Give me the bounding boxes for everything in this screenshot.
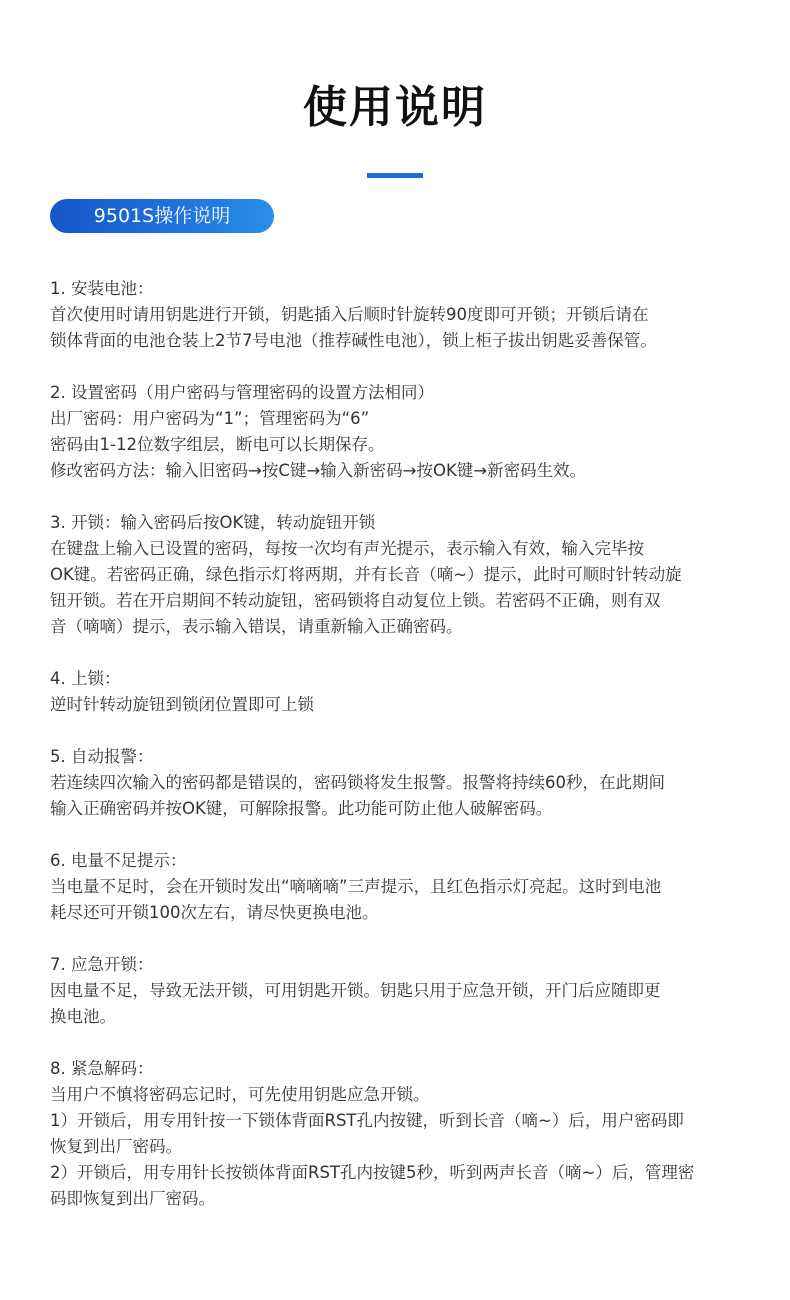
section-auto-alarm	[50, 744, 750, 822]
section-text-line: 修改密码方法：输入旧密码→按C键→输入新密码→按OK键→新密码生效。	[50, 461, 587, 480]
section-text-line: 输入正确密码并按OK键，可解除报警。此功能可防止他人破解密码。	[50, 799, 553, 818]
section-text-line: 当电量不足时，会在开锁时发出“嘀嘀嘀”三声提示，且红色指示灯亮起。这时到电池	[50, 877, 662, 896]
section-text-line: 因电量不足，导致无法开锁，可用钥匙开锁。钥匙只用于应急开锁，开门后应随即更	[50, 981, 661, 1000]
title-underline	[367, 173, 423, 178]
section-emergency-decode	[50, 1056, 750, 1212]
section-heading: 6. 电量不足提示：	[50, 851, 187, 870]
section-text-line: 逆时针转动旋钮到锁闭位置即可上锁	[50, 695, 314, 714]
section-text-line: 码即恢复到出厂密码。	[50, 1189, 215, 1208]
section-heading: 4. 上锁：	[50, 669, 121, 688]
section-text-line: 锁体背面的电池仓装上2节7号电池（推荐碱性电池），锁上柜子拔出钥匙妥善保管。	[50, 331, 657, 350]
section-heading: 1. 安装电池：	[50, 279, 154, 298]
section-text-line: 首次使用时请用钥匙进行开锁，钥匙插入后顺时针旋转90度即可开锁；开锁后请在	[50, 305, 649, 324]
section-heading: 2. 设置密码（用户密码与管理密码的设置方法相同）	[50, 383, 434, 402]
section-text-line: 若连续四次输入的密码都是错误的，密码锁将发生报警。报警将持续60秒，在此期间	[50, 773, 665, 792]
section-text-line: 耗尽还可开锁100次左右，请尽快更换电池。	[50, 903, 379, 922]
instructions-content	[50, 276, 750, 1238]
section-lock	[50, 666, 750, 718]
section-text-line: 在键盘上输入已设置的密码，每按一次均有声光提示，表示输入有效，输入完毕按	[50, 539, 644, 558]
section-text-line: 当用户不慎将密码忘记时，可先使用钥匙应急开锁。	[50, 1085, 430, 1104]
section-install-battery	[50, 276, 750, 354]
section-text-line: 钮开锁。若在开启期间不转动旋钮，密码锁将自动复位上锁。若密码不正确，则有双	[50, 591, 661, 610]
section-text-line: 恢复到出厂密码。	[50, 1137, 182, 1156]
section-text-line: 1）开锁后，用专用针按一下锁体背面RST孔内按键，听到长音（嘀~）后，用户密码即	[50, 1111, 684, 1130]
section-text-line: 2）开锁后，用专用针长按锁体背面RST孔内按键5秒，听到两声长音（嘀~）后，管理密	[50, 1163, 695, 1182]
section-text-line: 密码由1-12位数字组层，断电可以长期保存。	[50, 435, 385, 454]
section-heading: 8. 紧急解码：	[50, 1059, 154, 1078]
section-set-password	[50, 380, 750, 484]
section-unlock	[50, 510, 750, 640]
section-heading: 5. 自动报警：	[50, 747, 154, 766]
section-text-line: OK键。若密码正确，绿色指示灯将两期，并有长音（嘀~）提示，此时可顺时针转动旋	[50, 565, 682, 584]
section-pill-label: 9501S操作说明	[50, 199, 274, 233]
section-emergency-unlock	[50, 952, 750, 1030]
section-text-line: 出厂密码：用户密码为“1”；管理密码为“6”	[50, 409, 370, 428]
section-low-battery	[50, 848, 750, 926]
page-title: 使用说明	[303, 82, 487, 133]
section-text-line: 换电池。	[50, 1007, 116, 1026]
section-text-line: 音（嘀嘀）提示，表示输入错误，请重新输入正确密码。	[50, 617, 463, 636]
section-heading: 3. 开锁：输入密码后按OK键，转动旋钮开锁	[50, 513, 376, 532]
section-heading: 7. 应急开锁：	[50, 955, 154, 974]
